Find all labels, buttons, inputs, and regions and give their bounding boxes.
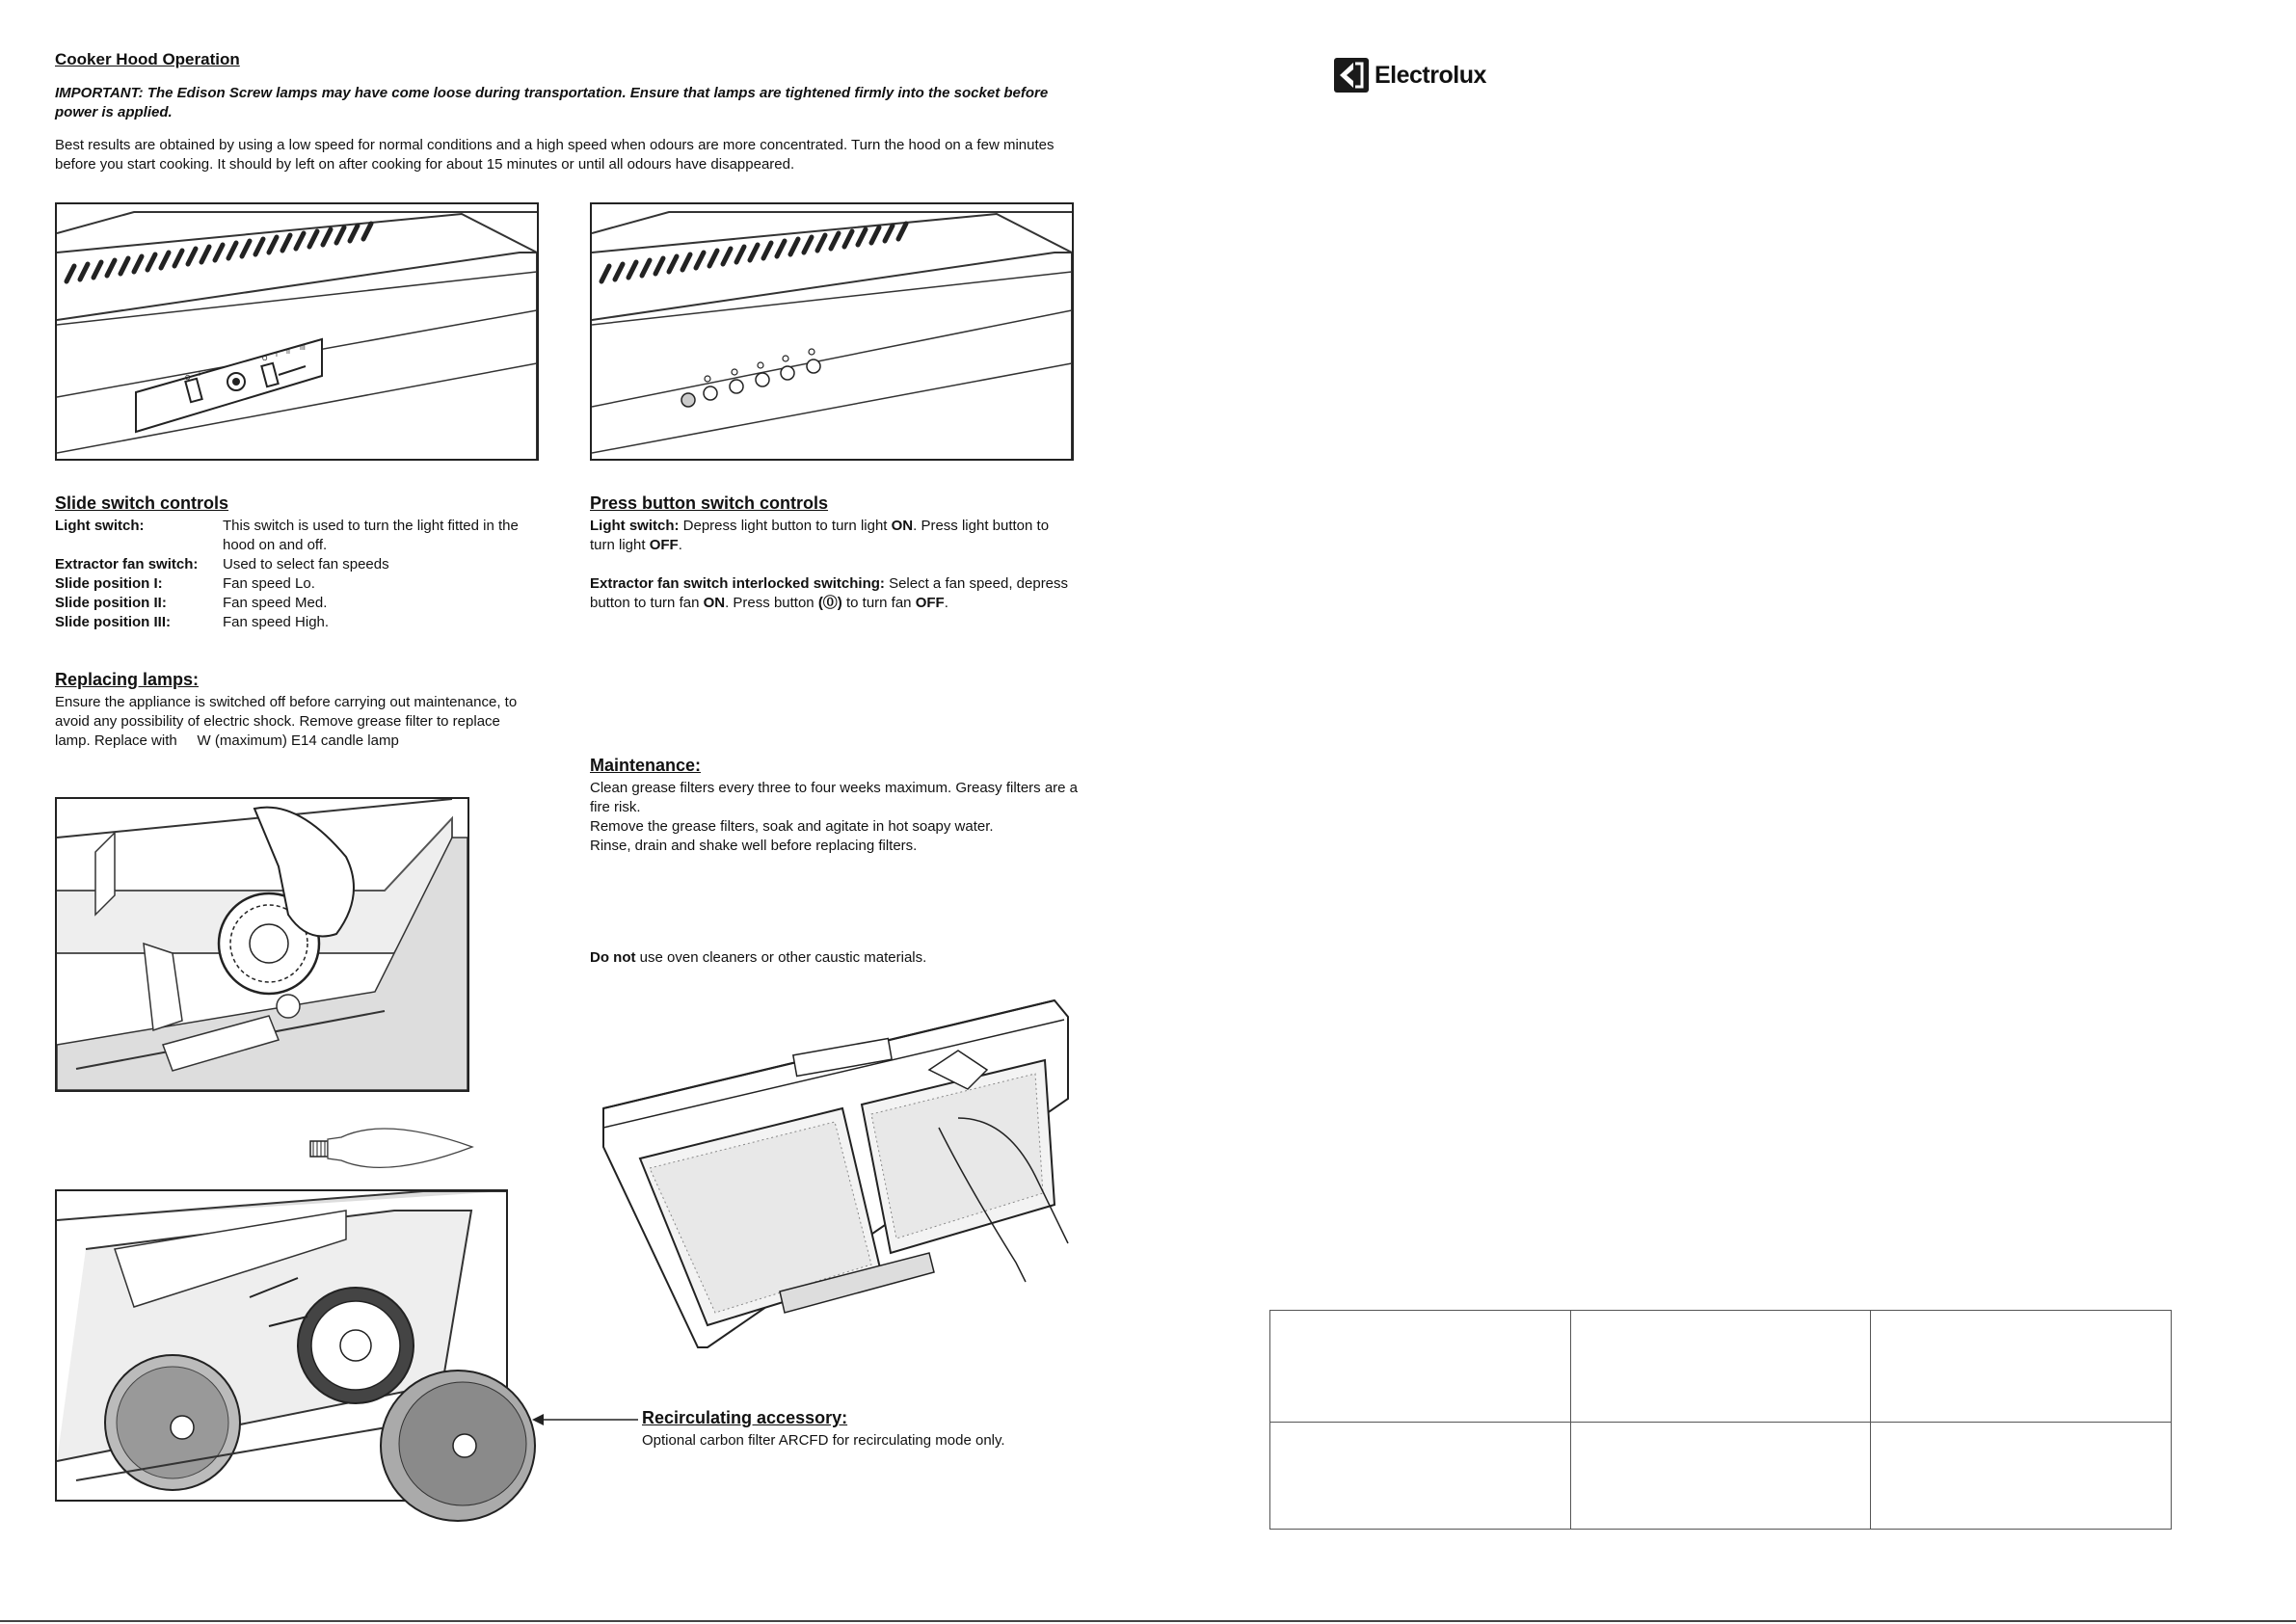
table-row	[55, 613, 541, 632]
page-title: Cooker Hood Operation	[55, 50, 240, 68]
text-run: . Press button	[725, 595, 818, 611]
brand-name: Electrolux	[1375, 61, 1486, 89]
press-fan-paragraph	[590, 574, 1072, 613]
maintenance-line: Clean grease filters every three to four weeks maximum. Greasy filters are a fire risk.	[590, 780, 1079, 815]
maintenance-line: Rinse, drain and shake well before replacing filters.	[590, 838, 918, 854]
replacing-lamps-text: Ensure the appliance is switched off before carrying out maintenance, to avoid any possibility of electric shock. Remove grease filter to replace lamp. Replace with W (maximum) E14 candle lamp	[55, 694, 518, 749]
press-button-hood-illustration	[590, 202, 1074, 461]
brand-logo	[1334, 58, 1486, 93]
candle-lamp-icon	[308, 1116, 482, 1182]
recirculating-heading: Recirculating accessory:	[642, 1408, 848, 1427]
recirculating-text: Optional carbon filter ARCFD for recirculating mode only.	[642, 1432, 1005, 1449]
table-row	[1270, 1311, 2172, 1423]
maintenance-warning	[590, 948, 1081, 968]
slide-switch-hood-illustration	[55, 202, 539, 461]
table-cell	[1270, 1311, 1571, 1423]
slide-switch-heading: Slide switch controls	[55, 493, 229, 513]
fan-switch-label: Extractor fan switch interlocked switching:	[590, 575, 885, 592]
lamp-replacement-illustration	[55, 797, 469, 1092]
arrow-left-icon	[532, 1413, 638, 1426]
power-symbol: (⓪)	[817, 595, 842, 611]
table-cell	[1570, 1311, 1871, 1423]
table-row	[55, 574, 541, 594]
page-bottom-border	[0, 1620, 2296, 1622]
table-row	[1270, 1423, 2172, 1530]
panel-mark: O	[185, 375, 191, 382]
accessory-arrow	[532, 1413, 638, 1426]
on-word: ON	[703, 595, 726, 611]
table-cell	[1871, 1423, 2172, 1530]
table-row	[55, 517, 541, 555]
panel-mark: I	[199, 371, 200, 378]
slide-value: This switch is used to turn the light fitted in the hood on and off.	[223, 518, 519, 553]
intro-paragraph: Best results are obtained by using a low speed for normal conditions and a high speed when odours are more concentrated. Turn the hood on a few minutes before you start cooking. It should by left on after cooking for about 15 minutes or until all odours have disappeared.	[55, 137, 1055, 173]
text-run: Select a fan speed, depress button to turn fan	[590, 575, 1069, 611]
candle-lamp-illustration	[308, 1116, 482, 1182]
slide-key: Slide position I:	[55, 575, 163, 592]
carbon-filter-loose-illustration	[376, 1367, 540, 1525]
maintenance-line: Remove the grease filters, soak and agitate in hot soapy water.	[590, 818, 994, 835]
blank-grid-table	[1269, 1310, 2172, 1530]
maintenance-heading: Maintenance:	[590, 756, 702, 775]
grease-filter-illustration	[601, 993, 1070, 1349]
table-cell	[1270, 1423, 1571, 1530]
text-run: . Press light button to turn light	[590, 518, 1050, 553]
slide-value: Fan speed High.	[223, 614, 330, 630]
slide-value: Fan speed Lo.	[223, 575, 315, 592]
text-run: .	[678, 537, 682, 553]
important-notice: IMPORTANT: The Edison Screw lamps may have come loose during transportation. Ensure that lamps are tightened firmly into the socket before power is applied.	[55, 85, 1049, 120]
slide-value: Fan speed Med.	[223, 595, 328, 611]
slide-key: Light switch:	[55, 518, 145, 534]
do-not-text: Do not	[590, 949, 636, 966]
text-run: .	[944, 595, 948, 611]
slide-key: Slide position III:	[55, 614, 171, 630]
light-switch-label: Light switch:	[590, 518, 680, 534]
panel-mark: II	[286, 349, 290, 356]
table-cell	[1570, 1423, 1871, 1530]
table-cell	[1871, 1311, 2172, 1423]
panel-mark: I	[276, 352, 278, 359]
slide-key: Slide position II:	[55, 595, 167, 611]
electrolux-logo-icon	[1334, 58, 1369, 93]
off-word: OFF	[915, 595, 945, 611]
text-run: Depress light button to turn light	[679, 518, 892, 534]
replacing-lamps-heading: Replacing lamps:	[55, 670, 200, 689]
slide-value: Used to select fan speeds	[223, 556, 389, 572]
table-row	[55, 555, 541, 574]
on-word: ON	[891, 518, 914, 534]
text-run: to turn fan	[841, 595, 916, 611]
press-light-paragraph	[590, 517, 1072, 555]
off-word: OFF	[649, 537, 679, 553]
panel-mark: III	[300, 345, 306, 352]
slide-key: Extractor fan switch:	[55, 556, 199, 572]
text-run: use oven cleaners or other caustic materials.	[635, 949, 927, 966]
slide-switch-table	[55, 517, 541, 632]
table-row	[55, 594, 541, 613]
panel-mark: O	[262, 356, 268, 362]
press-button-heading: Press button switch controls	[590, 493, 829, 513]
